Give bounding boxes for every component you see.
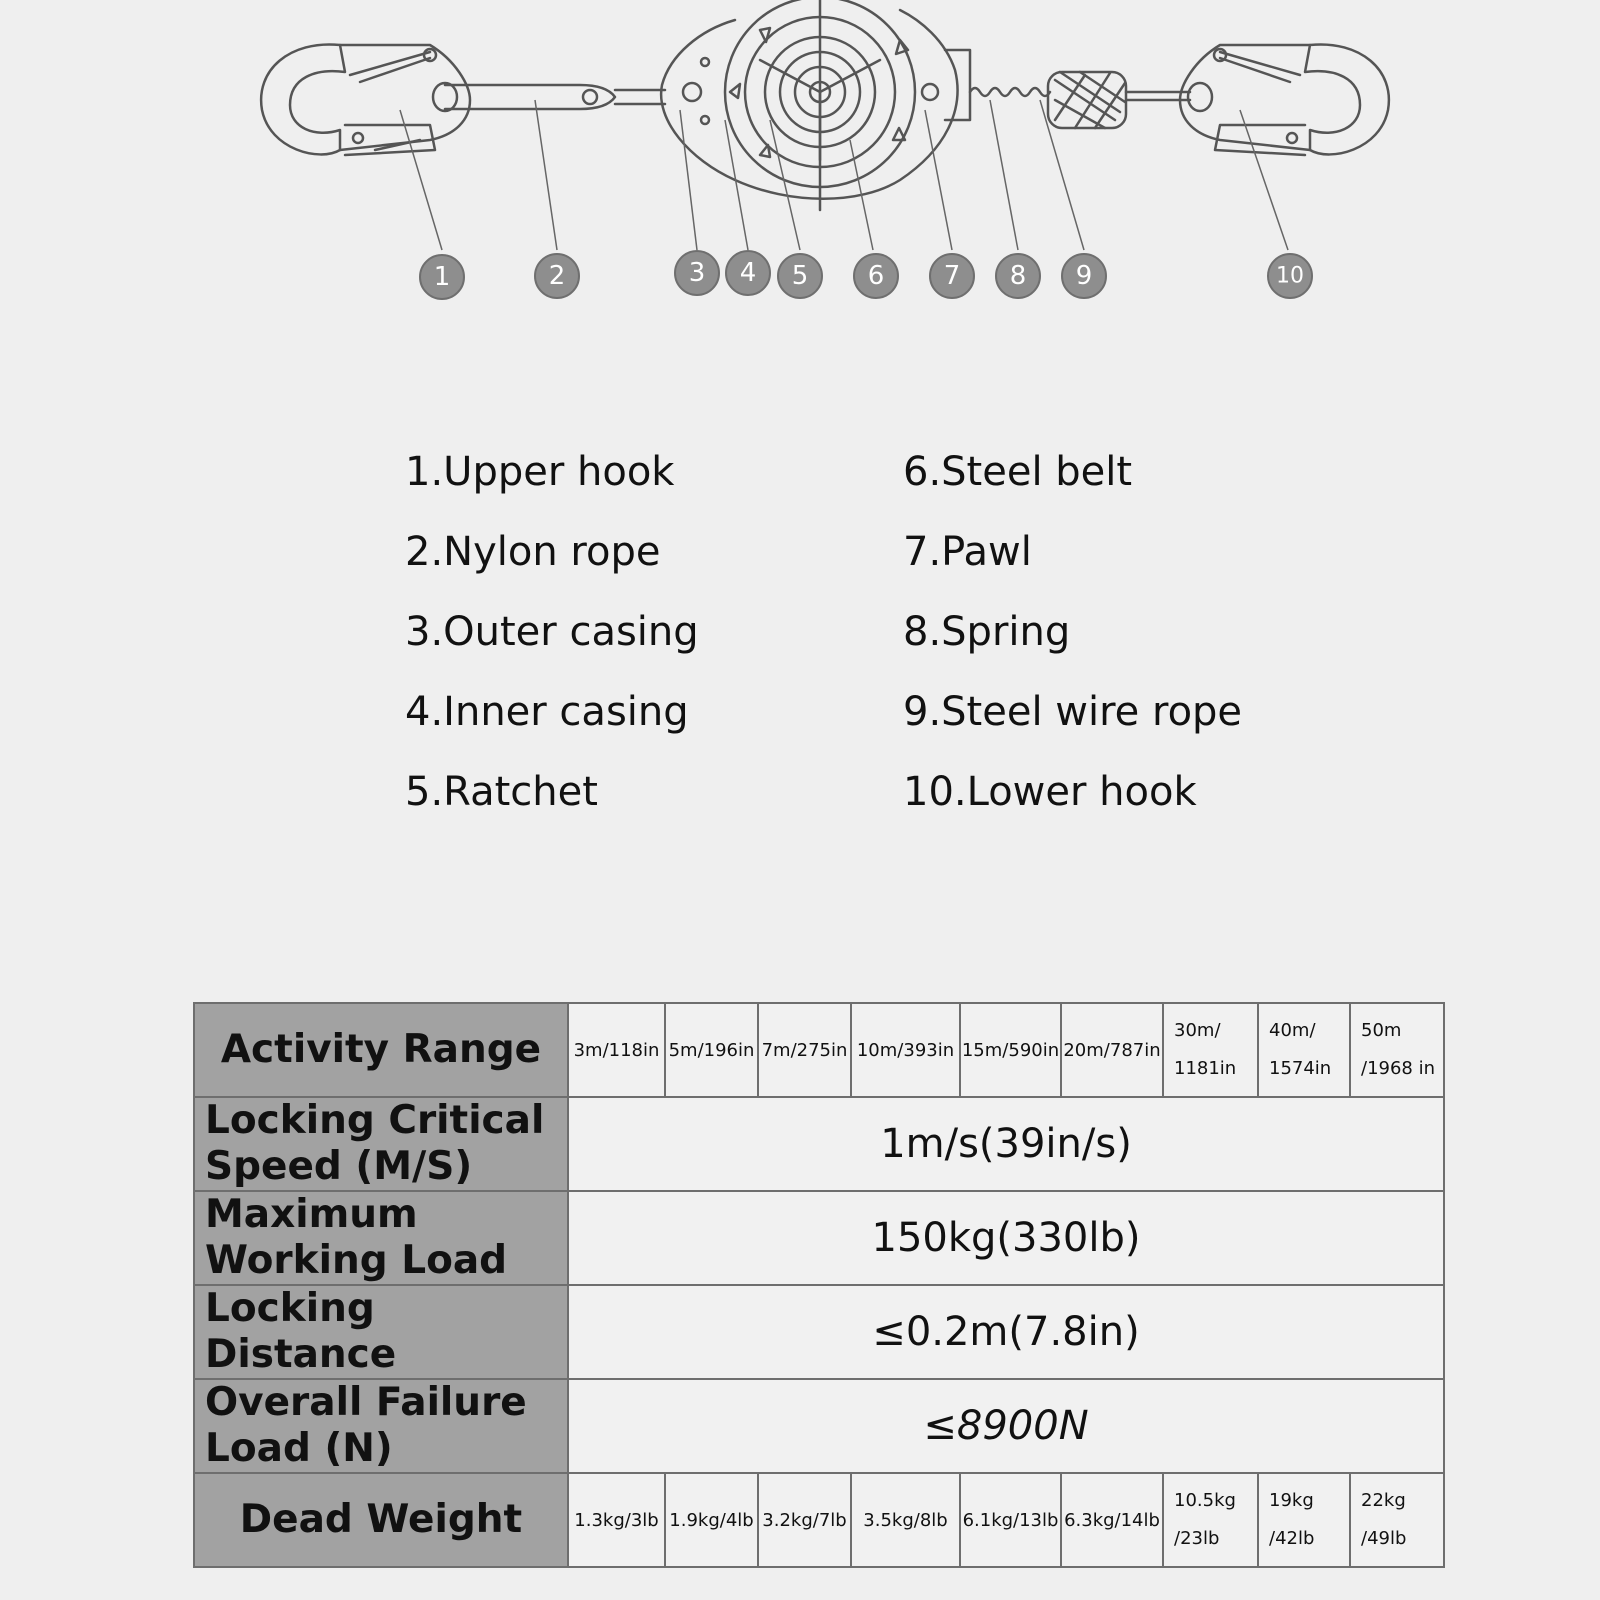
locking-distance-label: Locking Distance [194,1285,568,1379]
row-dead-weight [194,1473,1444,1567]
legend-item-steel-belt: 6.Steel belt [903,449,1133,495]
overall-failure-load-label: Overall Failure Load (N) [194,1379,568,1473]
svg-text:1: 1 [433,262,451,292]
svg-text:6: 6 [867,261,885,291]
activity-range-value: 30m/ 1181in [1163,1003,1258,1097]
dead-weight-value: 6.1kg/13lb [960,1473,1061,1567]
dead-weight-label: Dead Weight [194,1473,568,1567]
dead-weight-value: 19kg /42lb [1258,1473,1350,1567]
spec-table [193,1002,1445,1568]
locking-critical-speed-label: Locking Critical Speed (M/S) [194,1097,568,1191]
legend-item-outer-casing: 3.Outer casing [405,609,699,655]
activity-range-value: 20m/787in [1061,1003,1163,1097]
activity-range-value: 50m /1968 in [1350,1003,1444,1097]
activity-range-value: 15m/590in [960,1003,1061,1097]
svg-text:8: 8 [1009,261,1027,291]
activity-range-value: 3m/118in [568,1003,665,1097]
row-maximum-working-load [194,1191,1444,1285]
legend-item-spring: 8.Spring [903,609,1071,655]
row-activity-range [194,1003,1444,1097]
dead-weight-value: 22kg /49lb [1350,1473,1444,1567]
svg-text:5: 5 [791,261,809,291]
dead-weight-value: 3.2kg/7lb [758,1473,851,1567]
svg-text:4: 4 [739,258,757,288]
locking-critical-speed-value: 1m/s(39in/s) [568,1097,1444,1191]
legend-item-nylon-rope: 2.Nylon rope [405,529,661,575]
overall-failure-load-value: ≤8900N [568,1379,1444,1473]
legend-item-inner-casing: 4.Inner casing [405,689,689,735]
legend-item-upper-hook: 1.Upper hook [405,449,675,495]
activity-range-label: Activity Range [194,1003,568,1097]
maximum-working-load-label: Maximum Working Load [194,1191,568,1285]
activity-range-value: 40m/ 1574in [1258,1003,1350,1097]
locking-distance-value: ≤0.2m(7.8in) [568,1285,1444,1379]
row-locking-critical-speed [194,1097,1444,1191]
maximum-working-load-value: 150kg(330lb) [568,1191,1444,1285]
svg-text:10: 10 [1276,263,1304,289]
dead-weight-value: 1.9kg/4lb [665,1473,758,1567]
legend-item-steel-wire-rope: 9.Steel wire rope [903,689,1243,735]
activity-range-value: 7m/275in [758,1003,851,1097]
svg-text:7: 7 [943,261,961,291]
dead-weight-value: 10.5kg /23lb [1163,1473,1258,1567]
activity-range-value: 5m/196in [665,1003,758,1097]
svg-text:3: 3 [688,258,706,288]
svg-text:2: 2 [548,261,566,291]
legend-item-ratchet: 5.Ratchet [405,769,598,815]
dead-weight-value: 1.3kg/3lb [568,1473,665,1567]
svg-text:9: 9 [1075,261,1093,291]
legend-item-lower-hook: 10.Lower hook [903,769,1197,815]
row-locking-distance [194,1285,1444,1379]
activity-range-value: 10m/393in [851,1003,960,1097]
dead-weight-value: 3.5kg/8lb [851,1473,960,1567]
dead-weight-value: 6.3kg/14lb [1061,1473,1163,1567]
row-overall-failure-load [194,1379,1444,1473]
legend-item-pawl: 7.Pawl [903,529,1032,575]
